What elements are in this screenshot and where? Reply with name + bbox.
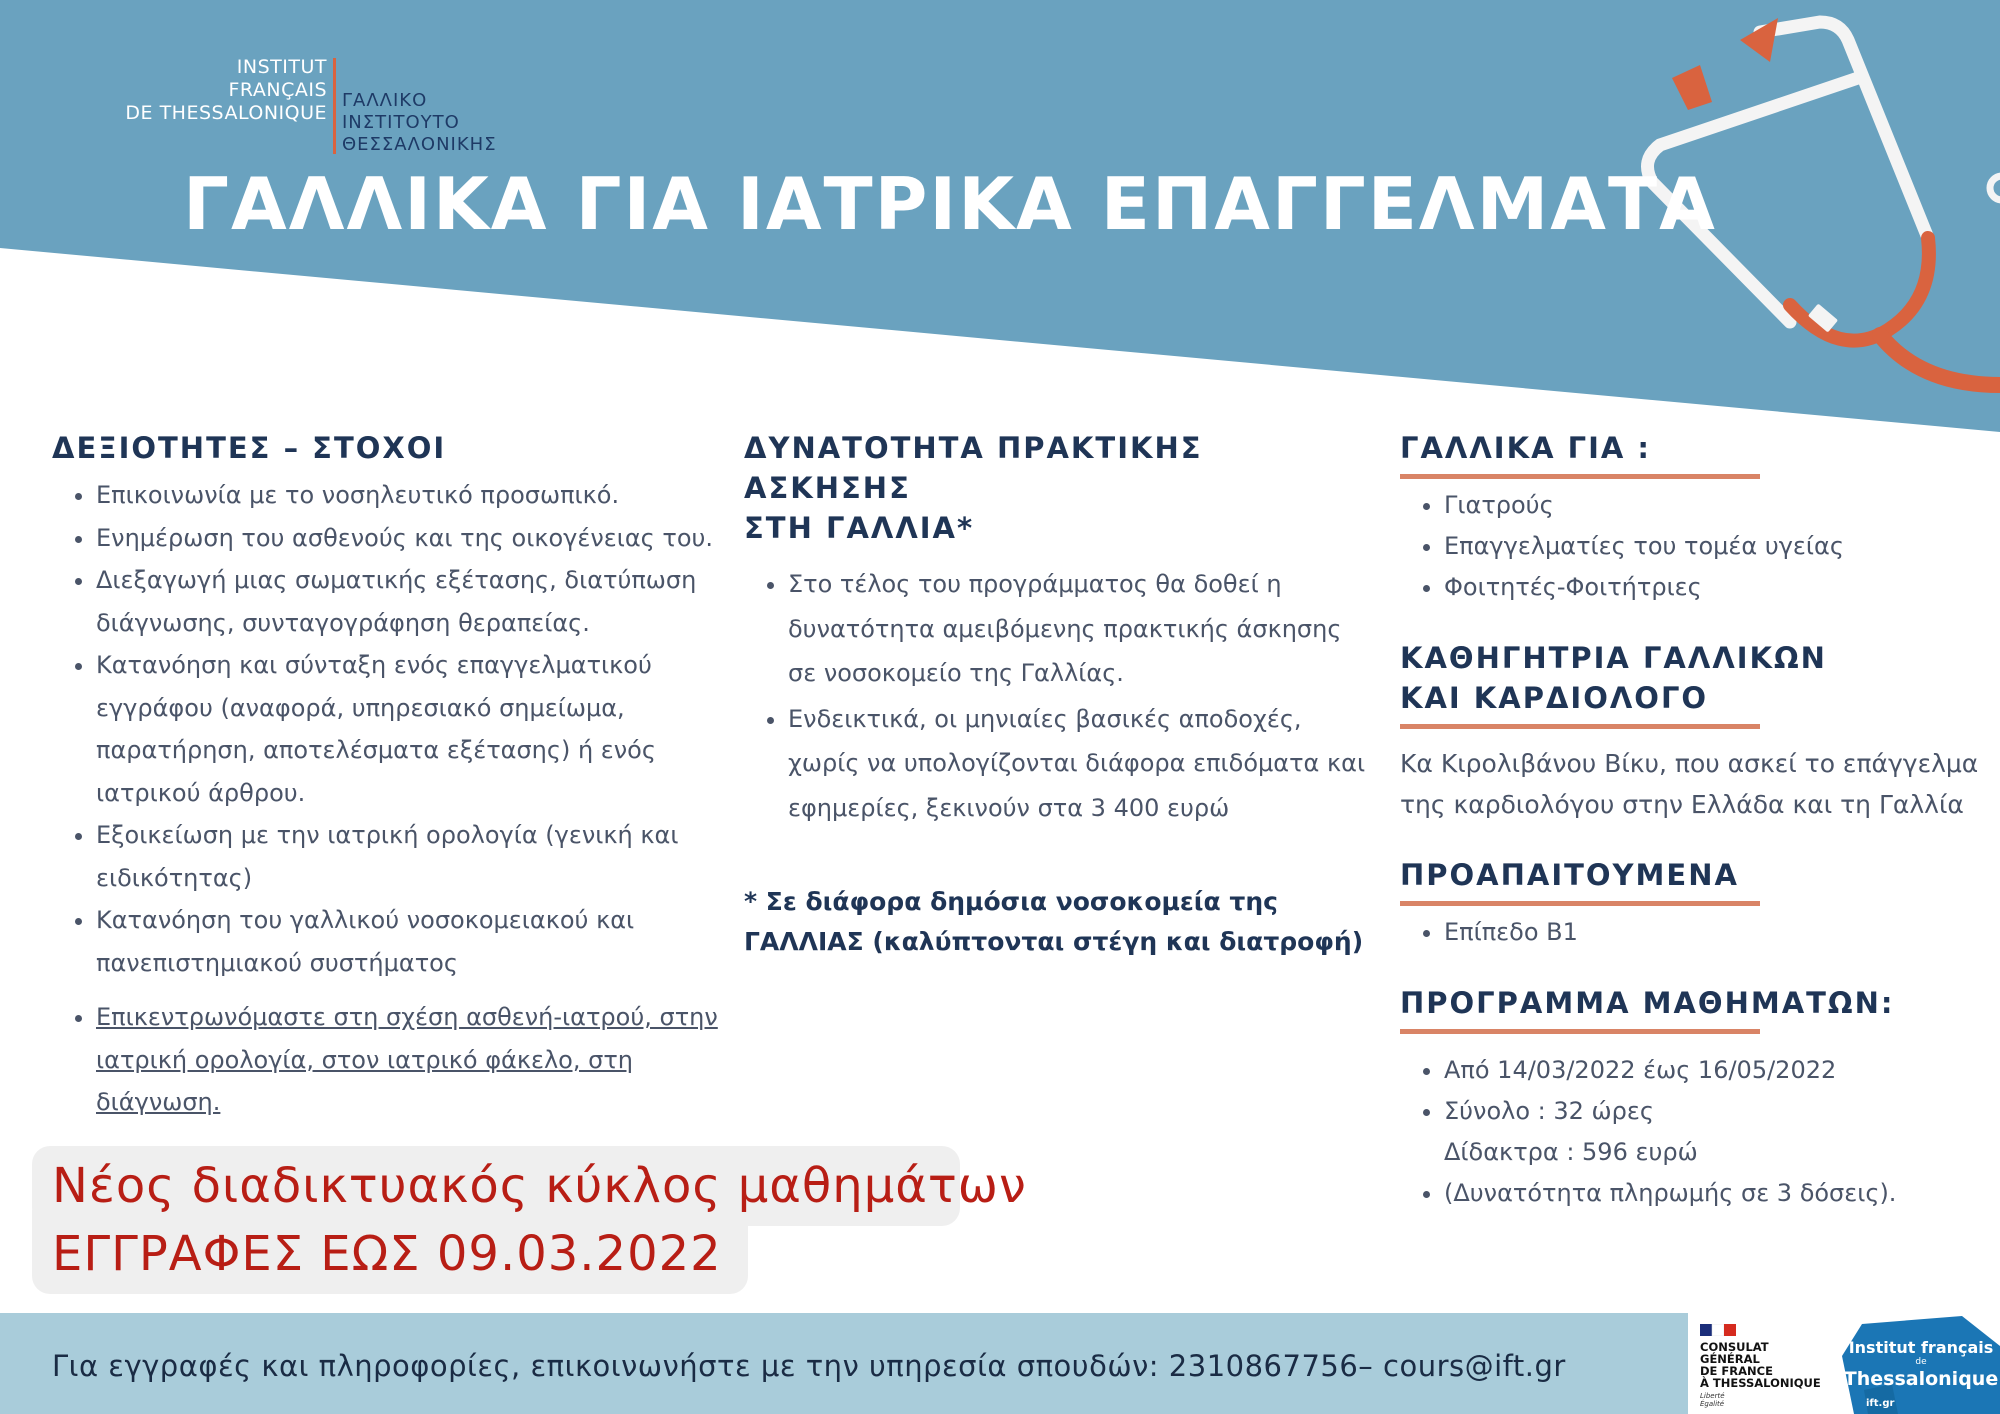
skills-heading: ΔΕΞΙΟΤΗΤΕΣ – ΣΤΟΧΟΙ [52, 431, 447, 465]
heading-line: ΔΥΝΑΤΟΤΗΤΑ ΠΡΑΚΤΙΚΗΣ ΑΣΚΗΣΗΣ [744, 431, 1203, 505]
motto-line: Égalité [1700, 1400, 1725, 1408]
heading-underline [1400, 1029, 1760, 1034]
list-item: • Ενημέρωση του ασθενούς και της οικογένειας του. [96, 517, 742, 560]
logo-divider [333, 58, 336, 154]
skills-list [52, 474, 742, 1124]
skills-section [52, 428, 742, 1124]
internship-note: * Σε διάφορα δημόσια νοσοκομεία της ΓΑΛΛΙΑΣ (καλύπτονται στέγη και διατροφή) [744, 887, 1364, 956]
list-item: • Κατανόηση και σύνταξη ενός επαγγελματικού εγγράφου (αναφορά, υπηρεσιακό σημείωμα, παρατήρηση, αποτελέσματα εξέτασης) ή ενός ιατρικού άρθρου. [96, 644, 742, 814]
audience-heading: ΓΑΛΛΙΚΑ ΓΙΑ : [1400, 431, 1652, 465]
heading-line: ΚΑΘΗΓΗΤΡΙΑ ΓΑΛΛΙΚΩΝ [1400, 641, 1827, 675]
schedule-section [1400, 983, 1980, 1214]
heading-line: ΚΑΙ ΚΑΡΔΙΟΛΟΓΟ [1400, 681, 1709, 715]
list-item: • Διεξαγωγή μιας σωματικής εξέτασης, διατύπωση διάγνωσης, συνταγογράφηση θεραπείας. [96, 559, 742, 644]
consulat-line: CONSULAT [1700, 1340, 1769, 1354]
promo-line-2: ΕΓΓΡΑΦΕΣ ΕΩΣ 09.03.2022 [52, 1226, 722, 1282]
ift-logo-line: Institut français [1848, 1338, 1994, 1357]
page-title: ΓΑΛΛΙΚΑ ΓΙΑ ΙΑΤΡΙΚΑ ΕΠΑΓΓΕΛΜΑΤΑ [183, 162, 1717, 246]
consulat-line: GÉNÉRAL [1700, 1352, 1760, 1366]
teacher-section [1400, 638, 1980, 825]
prereq-section [1400, 855, 1980, 953]
fee-text: Δίδακτρα : 596 ευρώ [1444, 1138, 1698, 1166]
motto-line: Liberté [1700, 1392, 1725, 1400]
consulat-line: DE FRANCE [1700, 1364, 1773, 1378]
schedule-heading: ΠΡΟΓΡΑΜΜΑ ΜΑΘΗΜΑΤΩΝ: [1400, 986, 1895, 1020]
french-flag-icon [1700, 1324, 1736, 1336]
internship-heading [744, 428, 1374, 548]
prereq-list [1400, 912, 1980, 953]
heading-underline [1400, 724, 1760, 729]
list-item: • Επίπεδο Β1 [1444, 912, 1980, 953]
list-item: • Ενδεικτικά, οι μηνιαίες βασικές αποδοχές, χωρίς να υπολογίζονται διάφορα επιδόματα και εφημερίες, ξεκινούν στα 3 400 ευρώ [788, 697, 1374, 831]
internship-section [744, 428, 1374, 962]
heading-underline [1400, 901, 1760, 906]
consulat-text [1700, 1341, 1821, 1389]
list-item [1444, 1091, 1980, 1173]
logo-fr-line: FRANÇAIS [228, 79, 327, 101]
list-item: • Κατανόηση του γαλλικού νοσοκομειακού και πανεπιστημιακού συστήματος [96, 899, 742, 984]
list-item: • Γιατρούς [1444, 485, 1980, 526]
ift-logo-url: ift.gr [1866, 1398, 1895, 1409]
audience-section [1400, 428, 1980, 608]
footer-contact: Για εγγραφές και πληροφορίες, επικοινωνήστε με την υπηρεσία σπουδών: 2310867756– cours@ift.gr [52, 1349, 1566, 1383]
consulat-line: À THESSALONIQUE [1700, 1376, 1821, 1390]
prereq-heading: ΠΡΟΑΠΑΙΤΟΥΜΕΝΑ [1400, 858, 1739, 892]
focus-item: • Επικεντρωνόμαστε στη σχέση ασθενή-ιατρού, στην ιατρική ορολογία, στον ιατρικό φάκελο, στη διάγνωση. [96, 996, 742, 1124]
schedule-list [1400, 1050, 1980, 1214]
heading-line: ΣΤΗ ΓΑΛΛΙΑ* [744, 511, 975, 545]
list-item: • Στο τέλος του προγράμματος θα δοθεί η δυνατότητα αμειβόμενης πρακτικής άσκησης σε νοσοκομείο της Γαλλίας. [788, 562, 1374, 696]
internship-list [744, 562, 1374, 830]
heading-underline [1400, 474, 1760, 479]
info-column [1400, 428, 1980, 1214]
logo-gr-line: ΘΕΣΣΑΛΟΝΙΚΗΣ [342, 134, 497, 155]
logo-gr-line: ΙΝΣΤΙΤΟΥΤΟ [342, 112, 460, 133]
ift-logo-line: de [1915, 1357, 1927, 1367]
list-item: • Επικοινωνία με το νοσηλευτικό προσωπικό. [96, 474, 742, 517]
logo-fr-line: DE THESSALONIQUE [125, 102, 327, 124]
ift-logo-line: Thessalonique [1843, 1368, 1999, 1390]
consulat-motto [1700, 1392, 1725, 1408]
list-item: • Φοιτητές-Φοιτήτριες [1444, 567, 1980, 608]
promo-line-1: Νέος διαδικτυακός κύκλος μαθημάτων [52, 1158, 1027, 1214]
hours-text: Σύνολο : 32 ώρες [1444, 1097, 1654, 1125]
teacher-text: Κα Κιρολιβάνου Βίκυ, που ασκεί το επάγγελμα της καρδιολόγου στην Ελλάδα και τη Γαλλία [1400, 749, 1979, 819]
list-item: • Από 14/03/2022 έως 16/05/2022 [1444, 1050, 1980, 1091]
logo-fr-line: INSTITUT [236, 56, 327, 78]
list-item: • Εξοικείωση με την ιατρική ορολογία (γενική και ειδικότητας) [96, 814, 742, 899]
list-item: • Επαγγελματίες του τομέα υγείας [1444, 526, 1980, 567]
list-item: • (Δυνατότητα πληρωμής σε 3 δόσεις). [1444, 1173, 1980, 1214]
institut-logo-gr [342, 90, 497, 156]
teacher-heading [1400, 638, 1980, 718]
institut-logo-fr [125, 56, 327, 125]
audience-list [1400, 485, 1980, 608]
logo-gr-line: ΓΑΛΛΙΚΟ [342, 90, 428, 111]
